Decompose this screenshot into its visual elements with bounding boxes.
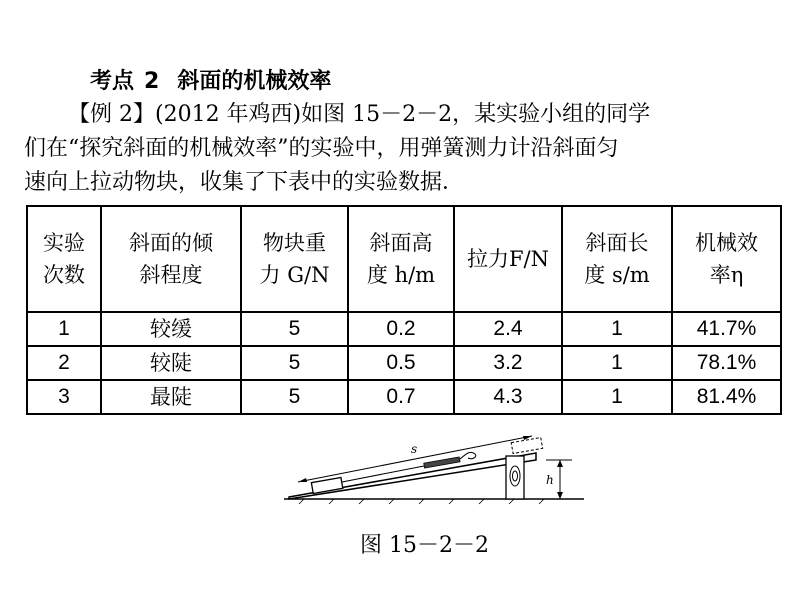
cell-height: 0.2 xyxy=(348,312,454,346)
heading-number: 2 xyxy=(144,69,160,94)
cell-degree: 较陡 xyxy=(101,346,241,380)
header-weight: 物块重 力 G/N xyxy=(241,206,348,312)
section-heading xyxy=(90,64,331,95)
paragraph-line-1: 【例 2】(2012 年鸡西)如图 15－2－2，某实验小组的同学 xyxy=(68,102,651,127)
cell-trial: 3 xyxy=(27,380,101,414)
cell-height: 0.5 xyxy=(348,346,454,380)
header-efficiency: 机械效 率η xyxy=(672,206,781,312)
header-length: 斜面长 度 s/m xyxy=(562,206,672,312)
experiment-data-table xyxy=(26,205,782,415)
cell-efficiency: 78.1% xyxy=(672,346,781,380)
table-row xyxy=(27,380,781,414)
cell-length: 1 xyxy=(562,380,672,414)
cell-trial: 2 xyxy=(27,346,101,380)
heading-title: 斜面的机械效率 xyxy=(177,69,332,94)
figure-caption: 图 15－2－2 xyxy=(360,533,489,558)
paragraph-line-3: 速向上拉动物块，收集了下表中的实验数据． xyxy=(24,170,465,195)
h-arrow-up xyxy=(557,460,563,467)
cell-force: 3.2 xyxy=(454,346,562,380)
hand-grip xyxy=(460,452,476,459)
label-h: h xyxy=(546,473,554,487)
example-paragraph xyxy=(24,98,784,200)
table-row xyxy=(27,346,781,380)
s-arrow-left xyxy=(298,478,307,482)
cell-length: 1 xyxy=(562,346,672,380)
cell-length: 1 xyxy=(562,312,672,346)
header-pull-force: 拉力F/N xyxy=(454,206,562,312)
paragraph-line-2: 们在“探究斜面的机械效率”的实验中，用弹簧测力计沿斜面匀 xyxy=(24,136,619,161)
support-block xyxy=(506,456,524,499)
block-end-dashed xyxy=(511,437,542,453)
heading-prefix: 考点 xyxy=(90,69,135,94)
h-arrow-down xyxy=(557,492,563,499)
cell-degree: 较缓 xyxy=(101,312,241,346)
header-incline-degree: 斜面的倾 斜程度 xyxy=(101,206,241,312)
label-s: s xyxy=(411,442,418,456)
table-header-row xyxy=(27,206,781,312)
incline-figure xyxy=(284,420,584,510)
cell-weight: 5 xyxy=(241,312,348,346)
cell-height: 0.7 xyxy=(348,380,454,414)
cell-force: 2.4 xyxy=(454,312,562,346)
header-trial: 实验 次数 xyxy=(27,206,101,312)
cell-degree: 最陡 xyxy=(101,380,241,414)
table-row xyxy=(27,312,781,346)
cell-efficiency: 81.4% xyxy=(672,380,781,414)
cell-weight: 5 xyxy=(241,346,348,380)
cell-force: 4.3 xyxy=(454,380,562,414)
spring-scale xyxy=(424,457,460,468)
cell-trial: 1 xyxy=(27,312,101,346)
cell-weight: 5 xyxy=(241,380,348,414)
cell-efficiency: 41.7% xyxy=(672,312,781,346)
header-height: 斜面高 度 h/m xyxy=(348,206,454,312)
